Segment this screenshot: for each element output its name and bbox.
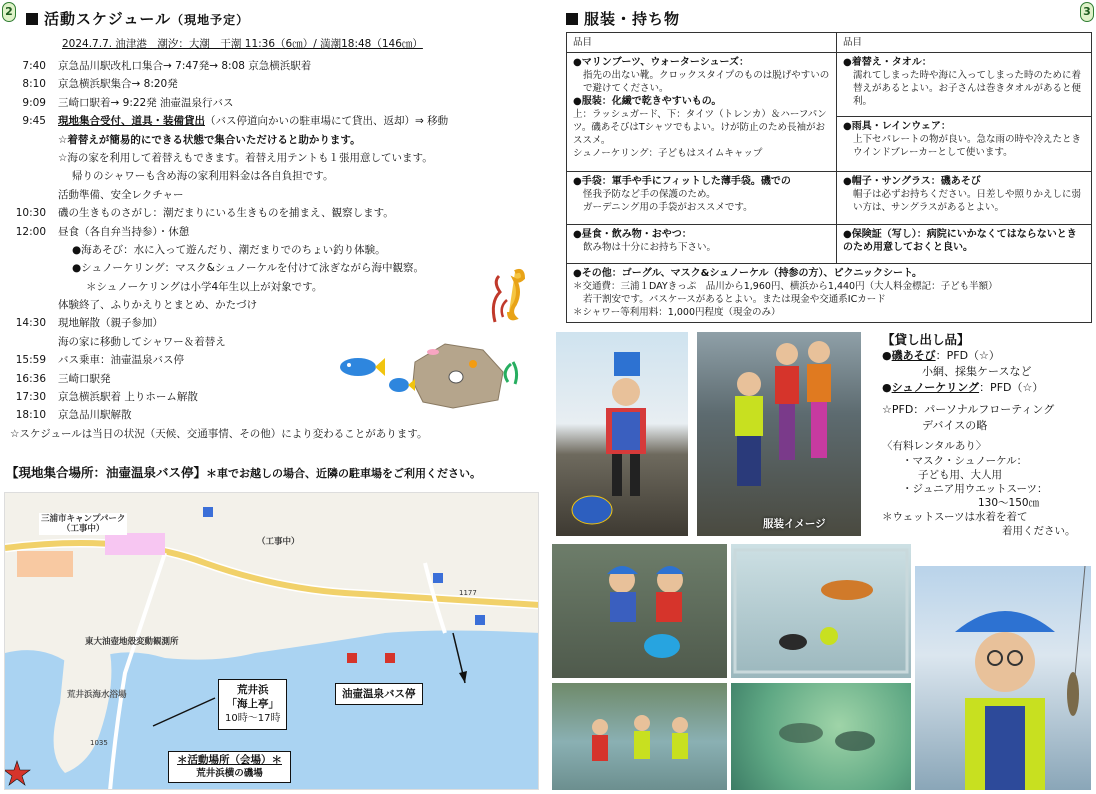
clothing-table xyxy=(566,32,1092,323)
schedule-text: 三崎口駅着→ 9:22発 油壷温泉行バス xyxy=(58,96,234,109)
table-cell-line: ●その他：ゴーグル、マスク&シュノーケル（持参の方）、ピクニックシート。 xyxy=(573,268,923,279)
paid-rental-1b: 子ども用、大人用 xyxy=(918,469,1002,481)
schedule-text: 三崎口駅発 xyxy=(58,372,111,385)
schedule-row xyxy=(10,57,530,75)
schedule-row xyxy=(10,167,530,185)
tide-info: 2024.7.7. 油津港 潮汐：大潮 干潮 11:36（6㎝）/ 満潮18:48（146㎝） xyxy=(62,38,423,50)
seahorse-icon xyxy=(485,262,530,328)
table-cell xyxy=(837,172,1091,224)
table-cell-line: ＊シャワー等利用料：1,000円程度（現金のみ） xyxy=(573,307,781,318)
schedule-time: 9:45 xyxy=(22,115,46,128)
rental-section xyxy=(882,332,1092,538)
table-cell xyxy=(567,264,1091,322)
page-number-right: 3 xyxy=(1080,2,1094,22)
schedule-text: 京急横浜駅集合→ 8:20発 xyxy=(58,78,178,91)
map-label-observatory: 東大油壺地殻変動観測所 xyxy=(85,637,179,647)
table-cell xyxy=(837,53,1091,171)
schedule-time: 17:30 xyxy=(15,391,46,404)
schedule-text: 帰りのシャワーも含め海の家利用料金は各自負担です。 xyxy=(72,170,334,183)
table-cell-line: ●手袋：軍手や手にフィットした薄手袋。磯での xyxy=(573,176,791,187)
map-box-venue: ＊活動場所（会場）＊ 荒井浜横の磯場 xyxy=(168,751,291,783)
map-box-bus-stop: 油壷温泉バス停 xyxy=(335,683,423,705)
schedule-row xyxy=(10,241,530,259)
table-cell-line: 濡れてしまった時や海に入ってしまった時のために着替えがあるとよい。お子さんは巻きタオルがあると便利。 xyxy=(853,70,1082,107)
meeting-map xyxy=(4,492,539,790)
schedule-row xyxy=(10,186,530,204)
schedule-time: 8:10 xyxy=(22,78,46,91)
table-cell-line: 帽子は必ずお持ちください。日差しや照りかえしに弱い方は、サングラスがあるとよい。 xyxy=(853,189,1082,213)
table-cell-line: 指先の出ない靴。クロックスタイプのものは脱げやすいので避けてください。 xyxy=(583,70,830,94)
pfd-note-2: デバイスの略 xyxy=(922,419,988,432)
meeting-place-title: 【現地集合場所：油壷温泉バス停】＊車でお越しの場合、近隣の駐車場をご利用ください。 xyxy=(6,465,482,480)
schedule-text: 現地解散（親子参加） xyxy=(58,317,163,330)
table-subcell xyxy=(837,53,1091,117)
table-row xyxy=(567,53,1091,172)
schedule-text: 海の家に移動してシャワー＆着替え xyxy=(58,335,226,348)
table-cell-line: ●雨具・レインウェア： xyxy=(843,121,951,132)
schedule-time: 10:30 xyxy=(15,207,46,220)
rental-item-snorkeling: ●シュノーケリング：PFD（☆） xyxy=(882,381,1044,394)
schedule-row xyxy=(10,204,530,222)
schedule-note: ☆スケジュールは当日の状況（天候、交通事情、その他）により変わることがあります。 xyxy=(10,427,428,440)
paid-rental-title: 〈有料レンタルあり〉 xyxy=(882,440,987,452)
schedule-row xyxy=(10,314,530,332)
table-cell-line: 上：ラッシュガード、下：タイツ（トレンカ）＆ハーフパンツ。磯あそびはTシャツでもよい。けが防止のため長袖がおススメ。 xyxy=(573,109,827,146)
table-cell-line: シュノーケリング：子どもはスイムキャップ xyxy=(573,148,763,159)
schedule-row xyxy=(10,223,530,241)
schedule-text: 体験終了、ふりかえりとまとめ、かたづけ xyxy=(58,299,258,312)
schedule-title: 活動スケジュール（現地予定） xyxy=(26,8,249,29)
rental-item-isoasobi: ●磯あそび：PFD（☆） xyxy=(882,349,1000,362)
map-label-beach: 荒井浜海水浴場 xyxy=(67,690,127,700)
map-label-camp: 三浦市キャンプパーク （工事中） xyxy=(41,514,126,534)
paid-rental-3: ＊ウェットスーツは水着を着て xyxy=(882,511,1028,523)
schedule-text: 活動準備、安全レクチャー xyxy=(58,188,184,201)
table-cell-line: 飲み物は十分にお持ち下さい。 xyxy=(583,242,717,253)
table-cell-line: ガーデニング用の手袋がおススメです。 xyxy=(583,202,753,213)
tidepool-illustration xyxy=(333,332,533,410)
table-row xyxy=(567,264,1091,322)
schedule-text: ●海あそび：水に入って遊んだり、潮だまりでのちょい釣り体験。 xyxy=(72,243,386,256)
paid-rental-1: ・マスク・シュノーケル： xyxy=(902,455,1028,467)
schedule-text: 磯の生きものさがし：潮だまりにいる生きものを捕まえ、観察します。 xyxy=(58,207,394,220)
schedule-text: 京急品川駅改札口集合→ 7:47発→ 8:08 京急横浜駅着 xyxy=(58,60,312,72)
table-cell-line: ●昼食・飲み物・おやつ： xyxy=(573,229,692,240)
map-box-kaijotei: 荒井浜 「海上亭」 10時〜17時 xyxy=(218,679,287,730)
square-bullet-icon xyxy=(566,13,578,25)
table-cell xyxy=(567,53,837,171)
table-cell-line: ●着替え・タオル： xyxy=(843,57,932,68)
table-cell xyxy=(837,225,1091,263)
pfd-note: ☆PFD：パーソナルフローティング xyxy=(882,403,1055,416)
schedule-text: ＊シュノーケリングは小学4年生以上が対象です。 xyxy=(86,280,323,293)
schedule-time: 9:09 xyxy=(22,96,46,109)
photo-caption: 服装イメージ xyxy=(763,518,826,530)
photo-clothing-image xyxy=(697,332,861,536)
schedule-text: 京急横浜駅着 上りホーム解散 xyxy=(58,391,198,404)
table-cell xyxy=(567,172,837,224)
clothing-title: 服装・持ち物 xyxy=(566,8,680,29)
schedule-text: ☆海の家を利用して着替えもできます。着替え用テントも１張用意しています。 xyxy=(58,151,433,164)
paid-rental-2b: 130〜150㎝ xyxy=(978,497,1040,509)
map-label-num-1: 1035 xyxy=(90,739,108,747)
table-row xyxy=(567,172,1091,225)
photo-kids-tidepool xyxy=(552,544,727,678)
map-label-construction: （工事中） xyxy=(257,537,300,547)
table-header-row xyxy=(567,33,1091,53)
schedule-time: 15:59 xyxy=(15,354,46,367)
schedule-row xyxy=(10,94,530,112)
paid-rental-2: ・ジュニア用ウエットスーツ： xyxy=(902,483,1048,495)
table-cell-line: ＊交通費：三浦１DAYきっぷ 品川から1,960円、横浜から1,440円（大人料金標記：子ども半額） xyxy=(573,281,998,292)
table-row xyxy=(567,225,1091,264)
schedule-time: 18:10 xyxy=(15,409,46,422)
table-cell-line: 上下セパレートの物が良い。急な雨の時や冷えたときウインドブレーカーとして使います。 xyxy=(853,134,1082,158)
schedule-row xyxy=(10,278,530,296)
map-label-num-2: 1177 xyxy=(459,589,477,597)
schedule-row xyxy=(10,259,530,277)
schedule-time: 7:40 xyxy=(22,60,46,72)
photo-snorkeling xyxy=(731,683,911,790)
table-cell-line: 若干割安です。バスケースがあるとよい。または現金や交通系ICカード xyxy=(583,294,886,305)
schedule-text: ●シュノーケリング：マスク&シュノーケルを付けて泳ぎながら海中観察。 xyxy=(72,262,424,275)
photo-observation-case xyxy=(731,544,911,678)
schedule-time: 12:00 xyxy=(15,225,46,238)
table-subcell xyxy=(837,117,1091,171)
paid-rental-3b: 着用ください。 xyxy=(1002,525,1076,537)
schedule-text: ☆着替えが簡易的にできる状態で集合いただけると助かります。 xyxy=(58,133,361,146)
table-cell-line: 怪我予防など手の保護のため。 xyxy=(583,189,716,200)
schedule-text: 京急品川駅解散 xyxy=(58,409,132,422)
schedule-row xyxy=(10,75,530,93)
rental-title: 【貸し出し品】 xyxy=(882,332,970,347)
schedule-text: 昼食（各自弁当持参）・休憩 xyxy=(58,225,190,238)
table-header-cell: 品目 xyxy=(843,37,863,48)
schedule-row xyxy=(10,149,530,167)
schedule-row xyxy=(10,112,530,130)
table-cell-line: ●服装：化繊で乾きやすいもの。 xyxy=(573,96,722,107)
photo-child-fish xyxy=(915,566,1091,790)
schedule-time: 16:36 xyxy=(15,372,46,385)
table-cell-line: ●マリンブーツ、ウォーターシューズ： xyxy=(573,57,750,68)
table-header-cell: 品目 xyxy=(567,33,837,52)
table-cell xyxy=(567,225,837,263)
schedule-text: 現地集合受付、道具・装備貸出（バス停道向かいの駐車場にて貸出、返却）⇒ 移動 xyxy=(58,115,449,128)
photo-child-rock xyxy=(556,332,688,536)
table-cell-line: ●帽子・サングラス：磯あそび xyxy=(843,176,981,187)
page-number-left: 2 xyxy=(2,2,16,22)
photo-group-sea xyxy=(552,683,727,790)
schedule-row xyxy=(10,296,530,314)
schedule-text: バス乗車：油壷温泉バス停 xyxy=(58,354,184,367)
rental-item-isoasobi-sub: 小網、採集ケースなど xyxy=(922,365,1032,378)
schedule-row xyxy=(10,131,530,149)
square-bullet-icon xyxy=(26,13,38,25)
table-cell-line: ●保険証（写し）：病院にいかなくてはならないときのため用意しておくと良い。 xyxy=(843,229,1077,253)
schedule-time: 14:30 xyxy=(15,317,46,330)
